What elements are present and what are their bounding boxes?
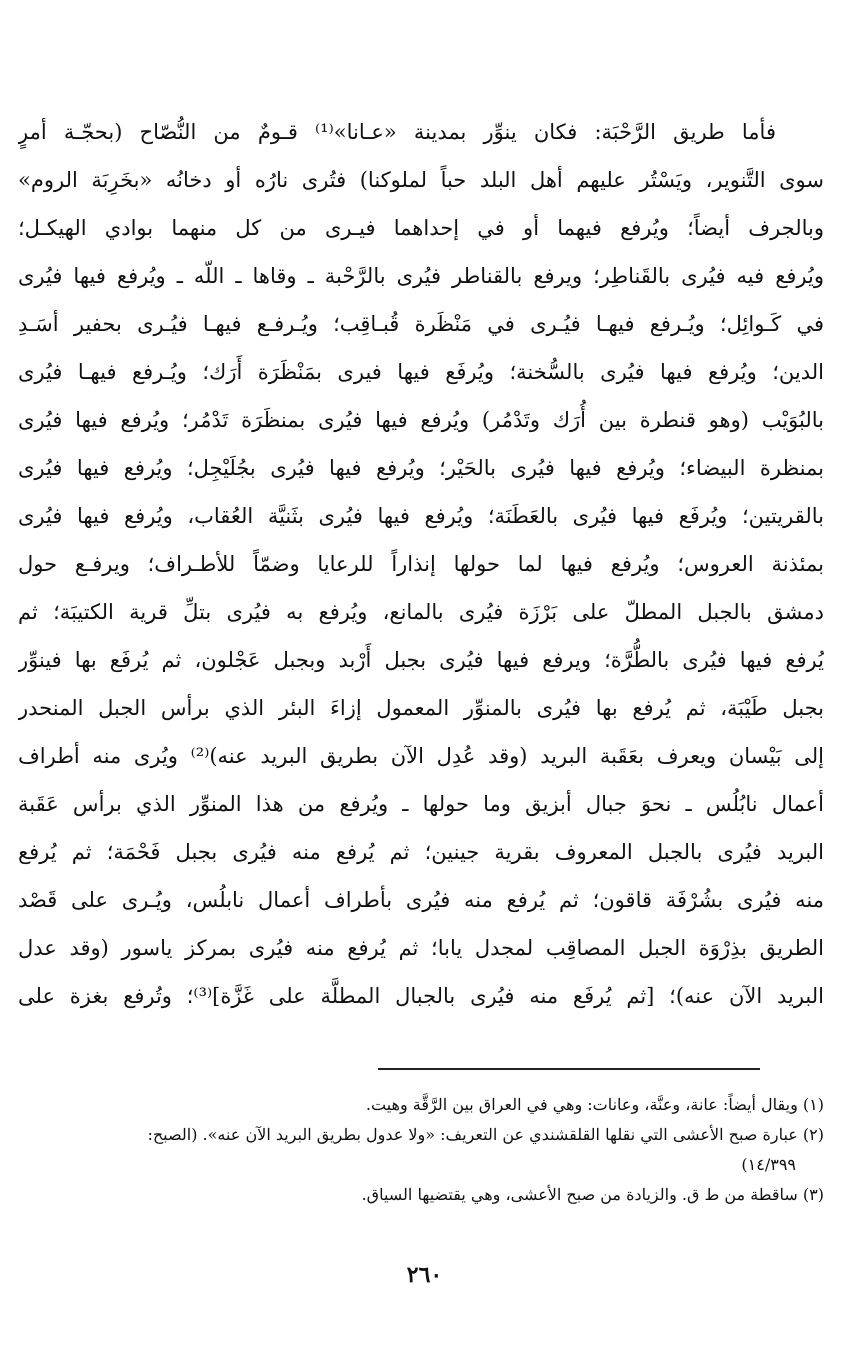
footnote-continuation: ١٤/٣٩٩) [741, 1155, 796, 1174]
text-line: البريد الآن عنه)؛ [ثم يُرفَع منه فيُرى بالجبال المطلَّة على غَزَّة]⁽³⁾؛ وتُرفع بغزة على [18, 984, 824, 1008]
text-line: أعمال نابُلُس ـ نحوَ جبال أبزيق وما حولها ـ ويُرفع من هذا المنوِّر الذي برأس عَقَبة [18, 792, 824, 816]
footnote: (٣) ساقطة من ط ق. والزيادة من صبح الأعشى، وهي يقتضيها السياق. [361, 1185, 824, 1204]
footnote: (٢) عبارة صبح الأعشى التي نقلها القلقشندي عن التعريف: «ولا عدول بطريق البريد الآن عنه». (الصبح: [147, 1125, 824, 1144]
footnote-separator [378, 1068, 760, 1070]
text-line: بمنظرة البيضاء؛ ويُرفع فيها فيُرى بالحَيْر؛ ويُرفع فيها فيُرى بجُلَيْجِل؛ ويُرفع فيها فيُرى [18, 456, 824, 480]
text-line: ويُرفع فيه فيُرى بالقَناطِر؛ ويرفع بالقناطر فيُرى بالرَّحْبة ـ وقاها ـ اللّه ـ ويُرفع فيها فيُرى [18, 264, 824, 288]
text-line: دمشق بالجبل المطلّ على بَرْزَة فيُرى بالمانع، ويُرفع به فيُرى بتلِّ قرية الكتيبَة؛ ثم [18, 600, 824, 624]
page-number: ٢٦٠ [406, 1262, 443, 1288]
text-line: يُرفع فيها فيُرى بالطُّرَّة؛ ويرفع فيها فيُرى بجبل أَرْبد وبجبل عَجْلون، ثم يُرفَع بها فينوِّر [18, 648, 824, 672]
text-line: بالقريتين؛ ويُرفَع فيها فيُرى بالعَطَنَة؛ ويُرفع فيها فيُرى بثَنيَّة العُقاب، ويُرفع فيها فيُرى [18, 504, 824, 528]
footnote: (١) ويقال أيضاً: عانة، وعنَّة، وعانات: وهي في العراق بين الرَّقَّة وهيت. [365, 1095, 824, 1114]
main-text-block [18, 108, 824, 1020]
text-line: الدين؛ ويُرفع فيها فيُرى بالسُّخنة؛ ويُرفَع فيها فيرى بمَنْظَرَة أَرَك؛ ويُـرفع فيهـا فيُرى [18, 360, 824, 384]
footnotes-block [18, 1090, 824, 1210]
text-line: الطريق بذِرْوَة الجبل المصاقِب لمجدل يابا؛ ثم يُرفع منه فيُرى بمركز ياسور (وقد عدل [18, 936, 824, 960]
text-line: البريد فيُرى بالجبل المعروف بقرية جينين؛ ثم يُرفع منه فيُرى بجبل فَحْمَة؛ ثم يُرفع [18, 840, 824, 864]
text-line: بجبل طَيْبَة، ثم يُرفع بها فيُرى بالمنوِّر المعمول إزاءَ البئر الذي برأس الجبل المنحدر [18, 696, 824, 720]
text-line: في كَـوائِل؛ ويُـرفع فيهـا فيُـرى في مَنْظَرة قُبـاقِب؛ ويُـرفـع فيهـا فيُـرى بحفير أسَـدِ [18, 312, 824, 336]
text-line: إلى بَيْسان ويعرف بعَقَبة البريد (وقد عُدِل الآن بطريق البريد عنه)⁽²⁾ ويُرى منه أطراف [18, 744, 824, 768]
text-line: سوى التَّنوير، ويَسْتُر عليهم أهل البلد حباً لملوكنا) فتُرى نارُه أو دخانُه «بخَرِبَة الروم» [18, 168, 824, 192]
text-line: بمئذنة العروس؛ ويُرفع فيها لما حولها إنذاراً للرعايا وضمّاً للأطـراف؛ ويرفـع حول [18, 552, 824, 576]
text-line: وبالجرف أيضاً؛ ويُرفع فيهما أو في إحداهما فيـرى من كل منهما بوادي الهيكـل؛ [18, 216, 824, 240]
text-line: فأما طريق الرَّحْبَة: فكان ينوِّر بمدينة «عـانا»⁽¹⁾ قـومٌ من النُّصّاح (بحجّـة أمرٍ [18, 120, 776, 144]
text-line: منه فيُرى بشُرْفَة قاقون؛ ثم يُرفع منه فيُرى بأطراف أعمال نابلُس، ويُـرى على قَصْد [18, 888, 824, 912]
text-line: بالبُوَيْب (وهو قنطرة بين أُرَك وتَدْمُر) ويُرفع فيها فيُرى بمنظَرَة تَدْمُر؛ ويُرفع فيها فيُرى [18, 408, 824, 432]
